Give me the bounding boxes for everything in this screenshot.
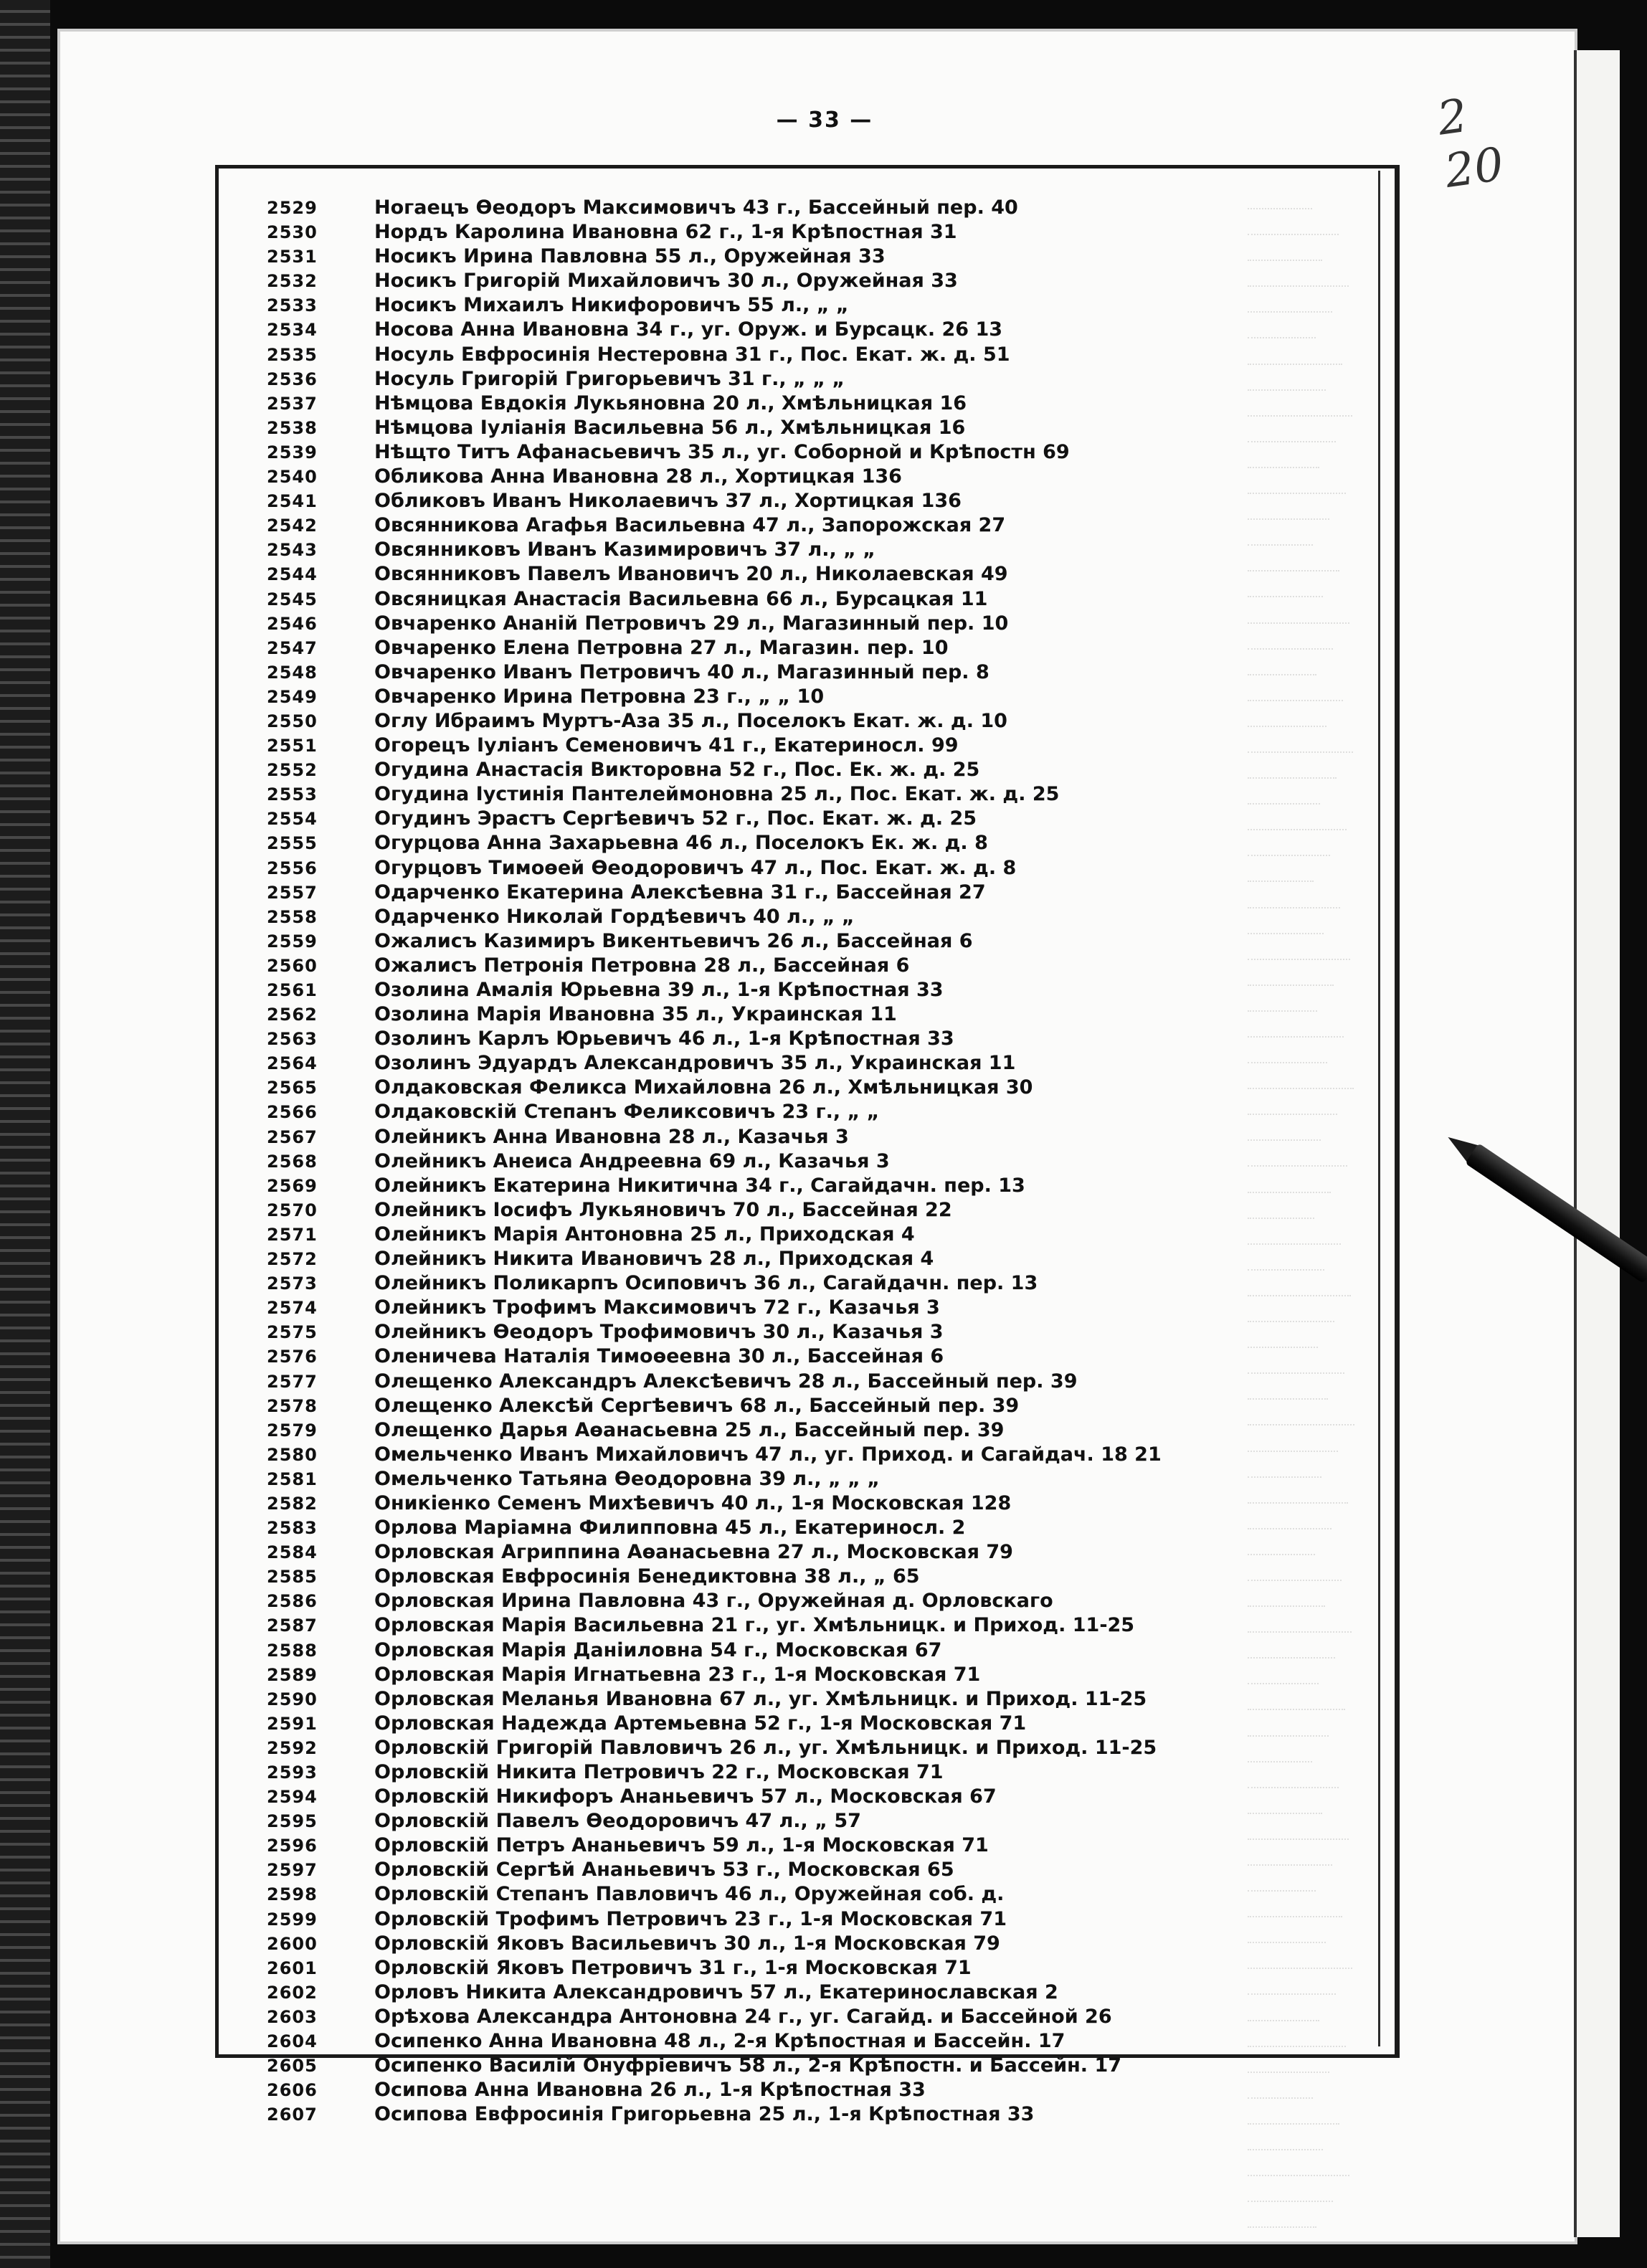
list-item <box>267 1859 1371 1883</box>
list-item <box>267 2030 1371 2054</box>
entry-number: 2568 <box>267 1151 318 1172</box>
entry-number: 2577 <box>267 1371 318 1392</box>
list-item <box>267 1395 1371 1419</box>
entry-text: Орлова Маріамна Филипповна 45 л., Екатериносл. 2 <box>374 1517 966 1539</box>
entry-number: 2560 <box>267 955 318 976</box>
entry-number: 2565 <box>267 1078 318 1099</box>
entry-text: Орловская Ирина Павловна 43 г., Оружейная д. Орловскаго <box>374 1590 1053 1613</box>
entry-number: 2575 <box>267 1322 318 1343</box>
list-item <box>267 1664 1371 1688</box>
entry-number: 2555 <box>267 833 318 854</box>
entry-number: 2540 <box>267 467 318 488</box>
entry-number: 2570 <box>267 1200 318 1220</box>
entry-text: Орловскій Яковъ Васильевичъ 30 л., 1-я Московская 79 <box>374 1932 1000 1955</box>
list-item <box>267 979 1371 1003</box>
entry-number: 2541 <box>267 491 318 512</box>
entry-number: 2605 <box>267 2056 318 2077</box>
list-item <box>267 343 1371 368</box>
list-item <box>267 441 1371 465</box>
entry-number: 2558 <box>267 906 318 927</box>
entry-number: 2556 <box>267 858 318 878</box>
entry-number: 2562 <box>267 1005 318 1025</box>
list-item <box>267 1370 1371 1395</box>
list-item <box>267 490 1371 514</box>
list-item <box>267 661 1371 685</box>
entry-number: 2592 <box>267 1737 318 1758</box>
entry-number: 2582 <box>267 1493 318 1514</box>
list-item <box>267 196 1371 221</box>
entry-number: 2590 <box>267 1689 318 1709</box>
entry-number: 2533 <box>267 295 318 316</box>
entry-text: Обликова Анна Ивановна 28 л., Хортицкая 136 <box>374 465 902 488</box>
list-item <box>267 270 1371 294</box>
entry-text: Овчаренко Ирина Петровна 23 г., „ „ 10 <box>374 685 825 708</box>
list-item <box>267 1908 1371 1932</box>
entry-number: 2530 <box>267 222 318 243</box>
entry-text: Орловская Надежда Артемьевна 52 г., 1-я Московская 71 <box>374 1712 1027 1735</box>
list-item <box>267 1639 1371 1664</box>
list-item <box>267 734 1371 759</box>
entry-text: Орловская Меланья Ивановна 67 л., уг. Хмѣльницк. и Приход. 11-25 <box>374 1687 1147 1710</box>
list-item <box>267 1175 1371 1199</box>
entry-text: Ожалисъ Казимиръ Викентьевичъ 26 л., Бассейная 6 <box>374 929 973 952</box>
list-item <box>267 906 1371 930</box>
entry-text: Огурцова Анна Захарьевна 46 л., Поселокъ Ек. ж. д. 8 <box>374 832 988 855</box>
entry-text: Олейникъ Іосифъ Лукьяновичъ 70 л., Бассейная 22 <box>374 1198 952 1221</box>
list-item <box>267 563 1371 587</box>
entry-number: 2578 <box>267 1395 318 1416</box>
list-item <box>267 1443 1371 1468</box>
entry-number: 2576 <box>267 1347 318 1367</box>
list-item <box>267 832 1371 856</box>
entry-text: Олдаковскій Степанъ Феликсовичъ 23 г., „ „ <box>374 1101 880 1124</box>
entry-text: Ожалисъ Петронія Петровна 28 л., Бассейная 6 <box>374 954 910 977</box>
entry-text: Овсянникова Агафья Васильевна 47 л., Запорожская 27 <box>374 514 1006 537</box>
entry-text: Олейникъ Марія Антоновна 25 л., Приходская 4 <box>374 1223 915 1245</box>
entry-text: Носова Анна Ивановна 34 г., уг. Оруж. и Бурсацк. 26 13 <box>374 318 1003 341</box>
entry-text: Обликовъ Иванъ Николаевичъ 37 л., Хортицкая 136 <box>374 490 962 513</box>
entry-text: Осипова Анна Ивановна 26 л., 1-я Крѣпостная 33 <box>374 2079 926 2102</box>
entry-text: Олейникъ Поликарпъ Осиповичъ 36 л., Сагайдачн. пер. 13 <box>374 1272 1038 1295</box>
list-item <box>267 1492 1371 1517</box>
entry-text: Орловская Евфросинія Бенедиктовна 38 л., „ 65 <box>374 1565 920 1588</box>
entry-number: 2596 <box>267 1836 318 1856</box>
list-item <box>267 1590 1371 1614</box>
list-item <box>267 930 1371 954</box>
entry-number: 2586 <box>267 1591 318 1612</box>
list-item <box>267 1028 1371 1052</box>
list-item <box>267 1614 1371 1638</box>
list-item <box>267 637 1371 661</box>
entry-number: 2587 <box>267 1615 318 1636</box>
entry-number: 2564 <box>267 1053 318 1074</box>
entry-number: 2571 <box>267 1224 318 1245</box>
list-item <box>267 1101 1371 1125</box>
entry-text: Олдаковская Феликса Михайловна 26 л., Хмѣльницкая 30 <box>374 1076 1033 1099</box>
entry-number: 2593 <box>267 1762 318 1783</box>
entry-number: 2579 <box>267 1420 318 1441</box>
entry-text: Орловскій Яковъ Петровичъ 31 г., 1-я Московская 71 <box>374 1956 972 1979</box>
entry-number: 2598 <box>267 1884 318 1905</box>
entry-text: Олещенко Алексѣй Сергѣевичъ 68 л., Бассейный пер. 39 <box>374 1394 1020 1417</box>
entry-text: Озолина Марія Ивановна 35 л., Украинская 11 <box>374 1003 897 1026</box>
entry-number: 2572 <box>267 1249 318 1270</box>
list-item <box>267 417 1371 441</box>
entry-number: 2537 <box>267 393 318 414</box>
entry-number: 2561 <box>267 980 318 1000</box>
entry-number: 2601 <box>267 1958 318 1978</box>
entry-number: 2603 <box>267 2006 318 2027</box>
list-item <box>267 1272 1371 1296</box>
list-item <box>267 1076 1371 1101</box>
entry-number: 2553 <box>267 784 318 805</box>
entry-text: Огудинъ Эрастъ Сергѣевичъ 52 г., Пос. Екат. ж. д. 25 <box>374 807 977 830</box>
entry-text: Олещенко Александръ Алексѣевичъ 28 л., Бассейный пер. 39 <box>374 1370 1078 1392</box>
entry-number: 2538 <box>267 417 318 438</box>
list-item <box>267 1052 1371 1076</box>
entry-number: 2581 <box>267 1468 318 1489</box>
entry-number: 2583 <box>267 1518 318 1539</box>
list-item <box>267 1737 1371 1761</box>
entry-number: 2548 <box>267 662 318 683</box>
list-item <box>267 1883 1371 1907</box>
list-item <box>267 1541 1371 1565</box>
entry-text: Орловская Марія Васильевна 21 г., уг. Хмѣльницк. и Приход. 11-25 <box>374 1614 1135 1637</box>
list-item <box>267 1199 1371 1223</box>
entry-text: Огорецъ Іуліанъ Семеновичъ 41 г., Екатериносл. 99 <box>374 734 959 757</box>
list-item <box>267 1785 1371 1810</box>
entry-number: 2574 <box>267 1298 318 1319</box>
list-item <box>267 2006 1371 2030</box>
entry-text: Орловскій Сергѣй Ананьевичъ 53 г., Московская 65 <box>374 1859 954 1882</box>
entry-text: Орловская Марія Игнатьевна 23 г., 1-я Московская 71 <box>374 1663 981 1686</box>
entry-text: Олейникъ Екатерина Никитична 34 г., Сагайдачн. пер. 13 <box>374 1174 1025 1197</box>
entry-number: 2599 <box>267 1909 318 1930</box>
list-item <box>267 1003 1371 1028</box>
handwritten-archive-mark: 2 20 <box>1434 89 1507 199</box>
entry-text: Осипенко Анна Ивановна 48 л., 2-я Крѣпостная и Бассейн. 17 <box>374 2030 1065 2053</box>
entry-number: 2543 <box>267 540 318 561</box>
page-number: — 33 — <box>776 108 873 133</box>
entry-text: Омельченко Иванъ Михайловичъ 47 л., уг. Приход. и Сагайдач. 18 21 <box>374 1443 1162 1466</box>
entry-number: 2552 <box>267 760 318 781</box>
entry-text: Овсянниковъ Иванъ Казимировичъ 37 л., „ „ <box>374 538 876 561</box>
entry-number: 2594 <box>267 1787 318 1808</box>
list-item <box>267 1981 1371 2006</box>
list-item <box>267 2054 1371 2079</box>
entry-number: 2532 <box>267 271 318 292</box>
list-item <box>267 1248 1371 1272</box>
entry-number: 2542 <box>267 516 318 536</box>
entry-number: 2600 <box>267 1933 318 1954</box>
list-item <box>267 2079 1371 2103</box>
list-item <box>267 221 1371 245</box>
list-item <box>267 465 1371 490</box>
entry-text: Озолинъ Эдуардъ Александровичъ 35 л., Украинская 11 <box>374 1052 1016 1075</box>
entry-number: 2536 <box>267 369 318 389</box>
list-item <box>267 1345 1371 1370</box>
entry-text: Нѣмцова Іуліанія Васильевна 56 л., Хмѣльницкая 16 <box>374 416 966 439</box>
list-item <box>267 245 1371 270</box>
entry-number: 2602 <box>267 1982 318 2003</box>
entry-number: 2591 <box>267 1713 318 1734</box>
residents-list <box>267 196 1371 2127</box>
list-item <box>267 807 1371 832</box>
entry-number: 2589 <box>267 1664 318 1685</box>
list-item <box>267 1761 1371 1785</box>
entry-number: 2606 <box>267 2080 318 2101</box>
entry-text: Нѣщто Титъ Афанасьевичъ 35 л., уг. Соборной и Крѣпостн 69 <box>374 440 1070 463</box>
entry-number: 2566 <box>267 1102 318 1123</box>
entry-text: Орловская Марія Даніиловна 54 г., Московская 67 <box>374 1638 942 1661</box>
list-item <box>267 1223 1371 1248</box>
entry-number: 2547 <box>267 637 318 658</box>
entry-number: 2585 <box>267 1567 318 1588</box>
list-item <box>267 1517 1371 1541</box>
entry-number: 2604 <box>267 2031 318 2052</box>
list-item <box>267 759 1371 783</box>
entry-number: 2607 <box>267 2105 318 2125</box>
list-item <box>267 710 1371 734</box>
entry-text: Носикъ Михаилъ Никифоровичъ 55 л., „ „ <box>374 294 849 317</box>
entry-number: 2544 <box>267 564 318 585</box>
entry-number: 2535 <box>267 344 318 365</box>
entry-text: Оглу Ибраимъ Муртъ-Аза 35 л., Поселокъ Екат. ж. д. 10 <box>374 709 1007 732</box>
entry-text: Олейникъ Өеодоръ Трофимовичъ 30 л., Казачья 3 <box>374 1321 944 1344</box>
list-item <box>267 368 1371 392</box>
entry-number: 2529 <box>267 198 318 218</box>
binding-strip <box>0 0 50 2268</box>
entry-text: Овчаренко Ананій Петровичъ 29 л., Магазинный пер. 10 <box>374 612 1009 635</box>
entry-text: Орловская Агриппина Аөанасьевна 27 л., Московская 79 <box>374 1541 1013 1564</box>
list-item <box>267 1296 1371 1321</box>
list-item <box>267 2103 1371 2127</box>
list-item <box>267 612 1371 637</box>
list-item <box>267 1688 1371 1712</box>
entry-text: Нордъ Каролина Ивановна 62 г., 1-я Крѣпостная 31 <box>374 221 957 244</box>
list-item <box>267 1321 1371 1345</box>
list-item <box>267 294 1371 318</box>
list-item <box>267 1150 1371 1175</box>
entry-number: 2567 <box>267 1126 318 1147</box>
entry-number: 2549 <box>267 686 318 707</box>
entry-number: 2550 <box>267 711 318 731</box>
bleed-through-line <box>1248 2185 1333 2202</box>
entry-number: 2551 <box>267 736 318 756</box>
entry-number: 2545 <box>267 589 318 609</box>
next-page-edge <box>1574 50 1620 2237</box>
entry-number: 2580 <box>267 1444 318 1465</box>
list-item <box>267 783 1371 807</box>
entry-text: Одарченко Екатерина Алексѣевна 31 г., Бассейная 27 <box>374 881 986 903</box>
entry-text: Нѣмцова Евдокія Лукьяновна 20 л., Хмѣльницкая 16 <box>374 392 967 414</box>
bleed-through-line <box>1248 2211 1316 2228</box>
entry-text: Озолина Амалія Юрьевна 39 л., 1-я Крѣпостная 33 <box>374 979 944 1001</box>
list-item <box>267 857 1371 881</box>
list-item <box>267 1712 1371 1737</box>
entry-text: Огудина Іустинія Пантелеймоновна 25 л., Пос. Екат. ж. д. 25 <box>374 783 1060 806</box>
bleed-through-line <box>1248 2133 1323 2150</box>
entry-number: 2569 <box>267 1175 318 1196</box>
entry-text: Орловскій Степанъ Павловичъ 46 л., Оружейная соб. д. <box>374 1883 1005 1906</box>
entry-number: 2546 <box>267 613 318 634</box>
entry-number: 2557 <box>267 882 318 903</box>
bleed-through-line <box>1248 2159 1349 2176</box>
entry-number: 2584 <box>267 1542 318 1563</box>
entry-text: Олещенко Дарья Аөанасьевна 25 л., Бассейный пер. 39 <box>374 1418 1005 1441</box>
entry-text: Овчаренко Елена Петровна 27 л., Магазин. пер. 10 <box>374 636 949 659</box>
entry-text: Орѣхова Александра Антоновна 24 г., уг. Сагайд. и Бассейной 26 <box>374 2005 1112 2028</box>
entry-number: 2531 <box>267 247 318 267</box>
list-item <box>267 1957 1371 1981</box>
entry-text: Овсяницкая Анастасія Васильевна 66 л., Бурсацкая 11 <box>374 587 988 610</box>
entry-text: Носикъ Григорій Михайловичъ 30 л., Оружейная 33 <box>374 270 958 293</box>
entry-number: 2559 <box>267 931 318 952</box>
entry-number: 2563 <box>267 1029 318 1050</box>
entry-number: 2534 <box>267 320 318 341</box>
entry-text: Орловскій Петръ Ананьевичъ 59 л., 1-я Московская 71 <box>374 1834 989 1857</box>
list-item <box>267 685 1371 710</box>
entry-text: Осипова Евфросинія Григорьевна 25 л., 1-я Крѣпостная 33 <box>374 2103 1035 2126</box>
list-item <box>267 392 1371 417</box>
entry-text: Оникіенко Семенъ Михѣевичъ 40 л., 1-я Московская 128 <box>374 1491 1012 1514</box>
list-item <box>267 1810 1371 1834</box>
entry-text: Орловскій Павелъ Өеодоровичъ 47 л., „ 57 <box>374 1810 861 1833</box>
entry-number: 2588 <box>267 1640 318 1661</box>
entry-text: Орловъ Никита Александровичъ 57 л., Екатеринославская 2 <box>374 1980 1058 2003</box>
entry-number: 2573 <box>267 1273 318 1294</box>
entry-text: Олейникъ Анеиса Андреевна 69 л., Казачья 3 <box>374 1149 890 1172</box>
entry-text: Олейникъ Трофимъ Максимовичъ 72 г., Казачья 3 <box>374 1296 940 1319</box>
entry-text: Орловскій Григорій Павловичъ 26 л., уг. Хмѣльницк. и Приход. 11-25 <box>374 1736 1157 1759</box>
entry-text: Озолинъ Карлъ Юрьевичъ 46 л., 1-я Крѣпостная 33 <box>374 1028 954 1050</box>
entry-text: Овсянниковъ Павелъ Ивановичъ 20 л., Николаевская 49 <box>374 563 1008 586</box>
entry-text: Огурцовъ Тимоөей Өеодоровичъ 47 л., Пос. Екат. ж. д. 8 <box>374 856 1017 879</box>
entry-text: Олейникъ Никита Ивановичъ 28 л., Приходская 4 <box>374 1248 934 1271</box>
entry-text: Ногаецъ Өеодоръ Максимовичъ 43 г., Бассейный пер. 40 <box>374 196 1018 219</box>
entry-text: Овчаренко Иванъ Петровичъ 40 л., Магазинный пер. 8 <box>374 660 989 683</box>
list-item <box>267 1468 1371 1492</box>
entry-text: Осипенко Василій Онуфріевичъ 58 л., 2-я Крѣпостн. и Бассейн. 17 <box>374 2054 1122 2077</box>
list-item <box>267 318 1371 343</box>
entry-number: 2597 <box>267 1860 318 1881</box>
entry-text: Омельченко Татьяна Өеодоровна 39 л., „ „ „ <box>374 1467 881 1490</box>
entry-text: Орловскій Никифоръ Ананьевичъ 57 л., Московская 67 <box>374 1785 997 1808</box>
list-item <box>267 588 1371 612</box>
entry-text: Огудина Анастасія Викторовна 52 г., Пос. Ек. ж. д. 25 <box>374 759 980 782</box>
entry-text: Оленичева Наталія Тимоөеевна 30 л., Бассейная 6 <box>374 1345 944 1368</box>
list-item <box>267 1419 1371 1443</box>
entry-text: Носикъ Ирина Павловна 55 л., Оружейная 33 <box>374 245 886 268</box>
list-item <box>267 1834 1371 1859</box>
entry-text: Олейникъ Анна Ивановна 28 л., Казачья 3 <box>374 1125 849 1148</box>
list-item <box>267 881 1371 906</box>
entry-number: 2539 <box>267 442 318 462</box>
list-item <box>267 954 1371 979</box>
entry-text: Орловскій Никита Петровичъ 22 г., Московская 71 <box>374 1761 944 1783</box>
list-item <box>267 538 1371 563</box>
entry-text: Носуль Григорій Григорьевичъ 31 г., „ „ „ <box>374 367 845 390</box>
list-item <box>267 1932 1371 1957</box>
list-item <box>267 1126 1371 1150</box>
entry-text: Орловскій Трофимъ Петровичъ 23 г., 1-я Московская 71 <box>374 1907 1007 1930</box>
list-item <box>267 1565 1371 1590</box>
entry-number: 2554 <box>267 809 318 830</box>
frame-rule <box>1378 171 1380 2046</box>
entry-text: Носуль Евфросинія Нестеровна 31 г., Пос. Екат. ж. д. 51 <box>374 343 1010 366</box>
list-item <box>267 514 1371 538</box>
entry-number: 2595 <box>267 1811 318 1832</box>
entry-text: Одарченко Николай Гордѣевичъ 40 л., „ „ <box>374 905 855 928</box>
